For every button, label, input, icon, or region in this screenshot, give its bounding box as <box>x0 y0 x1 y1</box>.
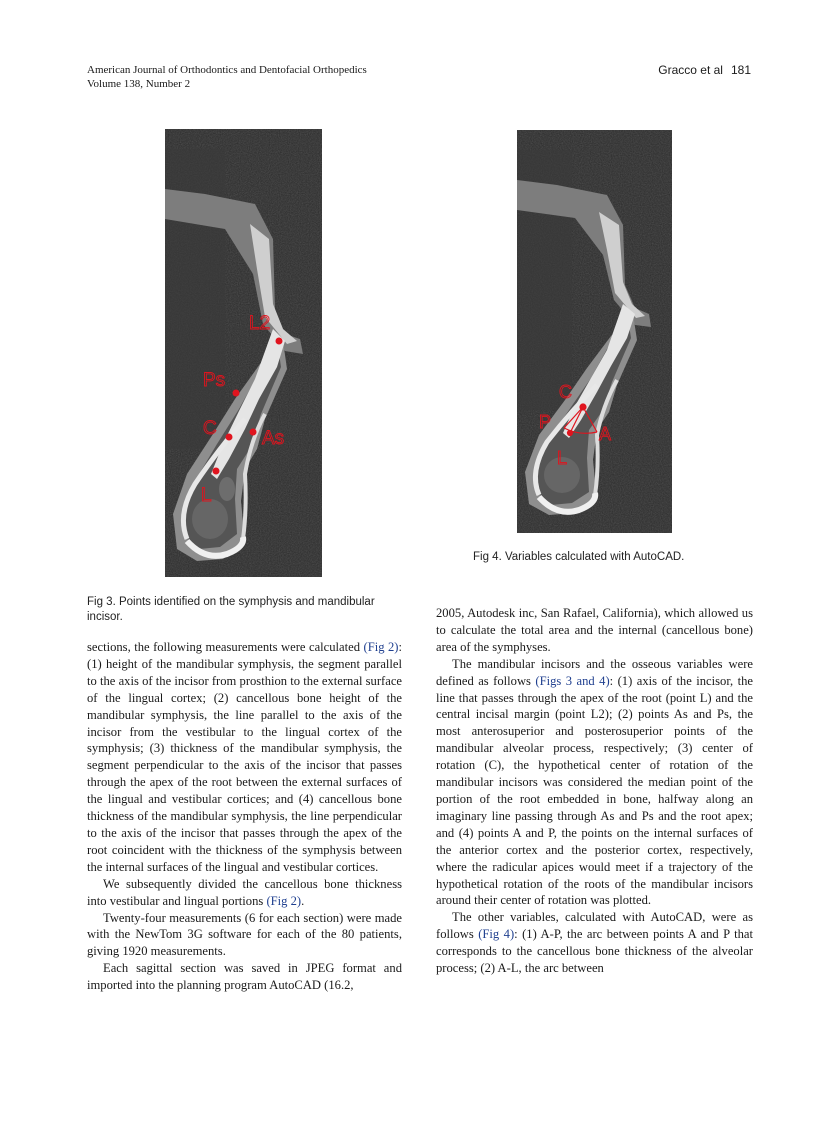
label-Ps: Ps <box>203 370 226 391</box>
label-P: P <box>539 412 552 432</box>
marker-As <box>250 429 257 436</box>
left-paragraph-3: Twenty-four measurements (6 for each section) were made with the NewTom 3G software for each of the 80 patients, giving 1920 measurements. <box>87 910 402 959</box>
label-L: L <box>557 448 568 468</box>
marker-C <box>226 434 233 441</box>
fig2-link-2[interactable]: (Fig 2) <box>266 893 302 908</box>
left-paragraph-4: Each sagittal section was saved in JPEG format and imported into the planning program AutoCAD (16.2, <box>87 961 402 993</box>
figure-4 <box>517 130 672 533</box>
fig4-link[interactable]: (Fig 4) <box>478 927 515 942</box>
figure-3 <box>165 129 322 577</box>
figure-4-image <box>517 130 672 533</box>
journal-volume: Volume 138, Number 2 <box>87 78 191 90</box>
page-number: 181 <box>730 63 751 77</box>
running-header-left <box>87 63 367 91</box>
label-C: C <box>203 418 217 439</box>
marker-L <box>213 468 220 475</box>
left-paragraph-1: sections, the following measurements were calculated (Fig 2): (1) height of the mandibular symphysis, the segment parallel to the axis of the incisor from prosthion to the external surface of the lingual cortex; (2) cancellous bone height of the mandibular symphysis, the line parallel to the axis of the incisor from the vestibular to the lingual cortex of the symphysis; (3) thickness of the mandibular symphysis, the segment perpendicular to the axis of the incisor that passes through the apex of the root between the external surfaces of the lingual and vestibular cortices; and (4) cancellous bone thickness of the mandibular symphysis, the line perpendicular to the axis of the incisor that passes through the apex of the root coincident with the thickness of the symphysis between the internal surfaces of the lingual and vestibular cortices. <box>87 640 402 874</box>
author-line: Gracco et al <box>658 63 723 77</box>
fig2-link[interactable]: (Fig 2) <box>363 640 399 654</box>
marker-Ps <box>233 390 240 397</box>
left-paragraph-2: We subsequently divided the cancellous bone thickness into vestibular and lingual portions (Fig 2). <box>87 876 402 908</box>
right-column <box>436 605 753 977</box>
right-paragraph-3: The other variables, calculated with AutoCAD, were as follows (Fig 4): (1) A-P, the arc between points A and P that corresponds to the cancellous bone thickness of the alveolar process; (2) A-L, the arc between <box>436 910 753 976</box>
figs3-4-link[interactable]: (Figs 3 and 4) <box>535 673 610 688</box>
label-L: L <box>201 485 212 506</box>
label-As: As <box>262 428 285 449</box>
right-paragraph-1: 2005, Autodesk inc, San Rafael, California), which allowed us to calculate the total area and the internal (cancellous bone) area of the symphyses. <box>436 606 753 654</box>
left-column <box>87 639 402 994</box>
marker-L2 <box>276 338 283 345</box>
label-L2: L2 <box>249 313 271 334</box>
label-A: A <box>599 424 612 444</box>
journal-title: American Journal of Orthodontics and Dentofacial Orthopedics <box>87 64 367 76</box>
figure-4-caption: Fig 4. Variables calculated with AutoCAD. <box>473 551 685 563</box>
figure-3-image <box>165 129 322 577</box>
running-header-right <box>658 63 751 77</box>
right-paragraph-2: The mandibular incisors and the osseous variables were defined as follows (Figs 3 and 4): (1) axis of the incisor, the line that passes through the apex of the root (point L) and the central incisal margin (point L2); (2) points As and Ps, the most anterosuperior and posterosuperior points of the mandibular alveolar process, respectively; (3) center of rotation (C), the hypothetical center of rotation of the mandibular incisors was considered the median point of the portion of the root embedded in bone, halfway along an imaginary line passing through As and Ps and the root apex; and (4) points A and P, the points on the internal surfaces of the anterior cortex and the posterior cortex, respectively, where the radicular apices would meet if a trajectory of the hypothetical rotation of the roots of the mandibular incisors around their center of rotation was plotted. <box>436 656 754 908</box>
label-C: C <box>559 382 572 402</box>
figure-3-caption: Fig 3. Points identified on the symphysis and mandibular incisor. <box>87 596 375 623</box>
